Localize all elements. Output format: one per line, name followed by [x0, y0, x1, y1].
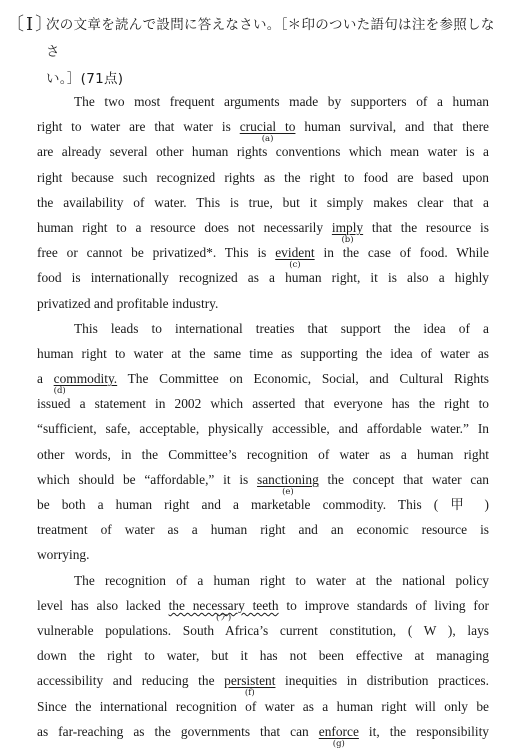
underlined-term-c: evident (c) [275, 245, 315, 271]
underlined-term-a: crucial to (a) [239, 119, 296, 145]
passage-line: the availability of water. This is true, but it simply makes clear that a [37, 194, 489, 210]
marker-a: (a) [261, 134, 274, 145]
marker-e: (e) [282, 486, 294, 497]
instruction-line-2: い。］(71点) [46, 71, 124, 87]
marker-katakana-a: (ア) [216, 612, 232, 623]
passage-line: which should be “affordable,” it is sanctioning (e) the concept that water can [37, 471, 489, 497]
passage-line: other words, in the Committee’s recognition of water as a human right [37, 446, 489, 462]
passage-line: worrying. [37, 547, 90, 563]
passage-line: “sufficient, safe, acceptable, physically accessible, and affordable water.” In [37, 421, 489, 437]
marker-g: (g) [332, 738, 345, 749]
passage-line: treatment of water as a human right and an economic resource is [37, 522, 489, 538]
underlined-term-g: enforce (g) [318, 723, 359, 749]
passage-line: This leads to international treaties that support the idea of a [74, 320, 489, 336]
marker-d: (d) [53, 386, 66, 397]
passage-line: Since the international recognition of water as a human right will only be [37, 698, 489, 714]
passage-line: human right to water at the same time as supporting the idea of water as [37, 345, 489, 361]
passage-line: human right to a resource does not necessarily imply (b) that the resource is [37, 219, 489, 245]
instruction-line-1: 次の文章を読んで設問に答えなさい。［＊印のついた語句は注を参照しなさ [46, 17, 495, 60]
passage-line: food is internationally recognized as a human right, it is also a highly [37, 270, 489, 286]
passage-line: vulnerable populations. South Africa’s current constitution, ( W ), lays [37, 622, 489, 638]
passage-line: accessibility and reducing the persistent (f) inequities in distribution practices. [37, 673, 489, 699]
passage-line: down the right to water, but it has not been effective at managing [37, 648, 489, 664]
marker-c: (c) [289, 260, 301, 271]
passage-line: The two most frequent arguments made by supporters of a human [74, 94, 489, 109]
passage-line: as far-reaching as the governments that can enforce (g) it, the responsibility [37, 723, 490, 749]
passage-line: level has also lacked the necessary teeth (ア) to improve standards of living for [37, 597, 490, 623]
passage-line: be both a human right and a marketable commodity. This ( 甲 ) [37, 497, 489, 512]
underlined-term-f: persistent (f) [224, 673, 276, 699]
underlined-phrase-a: the necessary teeth (ア) [168, 597, 279, 623]
passage-line: free or cannot be privatized*. This is evident (c) in the case of food. While [37, 245, 489, 271]
passage-line: privatized and profitable industry. [37, 295, 219, 311]
underlined-term-b: imply (b) [331, 219, 364, 245]
passage-line: are already several other human rights conventions which mean water is a [37, 144, 489, 160]
marker-b: (b) [341, 234, 354, 245]
passage-line: The recognition of a human right to water at the national policy [74, 572, 489, 588]
passage-line: a commodity. (d) The Committee on Economic, Social, and Cultural Rights [37, 371, 490, 397]
question-number: 〔Ⅰ〕 [6, 14, 56, 34]
reading-passage [37, 93, 489, 748]
instruction-text [46, 12, 501, 93]
passage-line: right to water are that water is crucial to (a) human survival, and that there [37, 119, 489, 145]
passage-line: right because such recognized rights as the right to food are based upon [37, 169, 489, 185]
underlined-term-e: sanctioning (e) [257, 471, 319, 497]
passage-line: issued a statement in 2002 which asserted that everyone has the right to [37, 396, 489, 412]
marker-f: (f) [244, 688, 255, 699]
underlined-term-d: commodity. (d) [53, 371, 118, 397]
